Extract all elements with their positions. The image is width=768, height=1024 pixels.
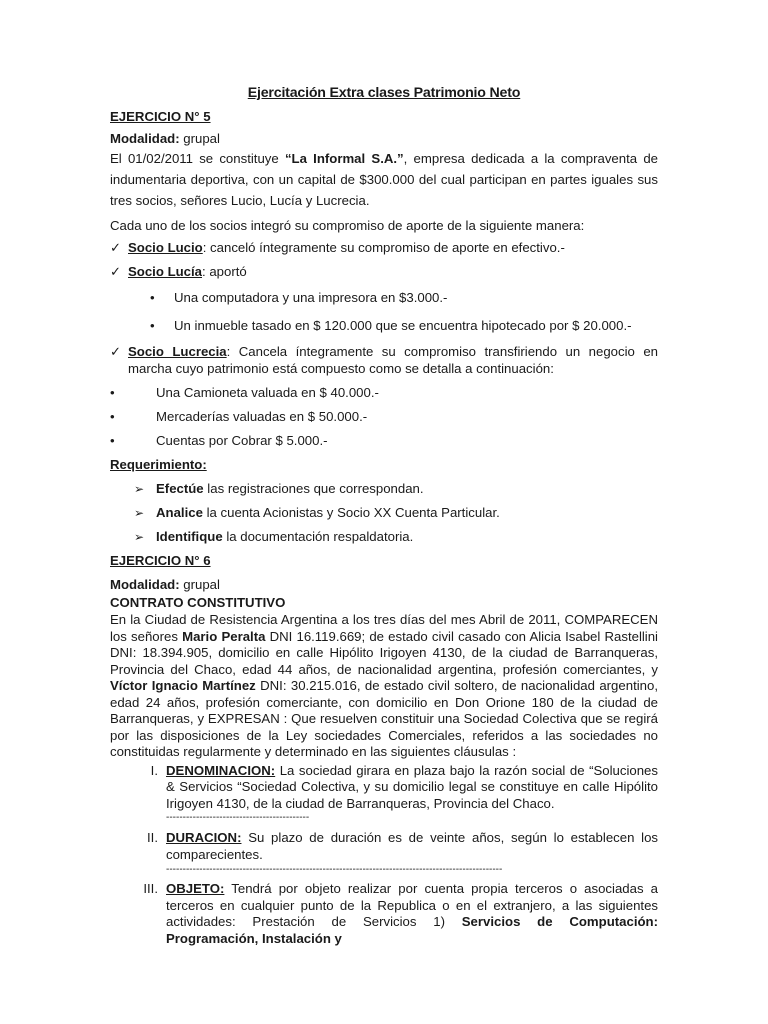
list-item: • Un inmueble tasado en $ 120.000 que se encuentra hipotecado por $ 20.000.- [150,318,632,333]
socio-lucrecia-name: Socio Lucrecia [128,344,227,359]
socio-lucia-list [110,289,658,335]
person-name: Víctor Ignacio Martínez [110,678,256,693]
list-item: • Mercaderías valuadas en $ 50.000.- [110,409,368,424]
bullet-icon: • [150,318,155,333]
check-icon: ✓ [110,344,122,359]
arrow-bullet-icon: ➢ [134,530,145,544]
contract-paragraph: En la Ciudad de Resistencia Argentina a los tres días del mes Abril de 2011, COMPARECEN los señores Mario Peralta DNI 16.119.669; de estado civil casado con Alicia Isabel Rastellini DNI: 18.394.905, domicilio en calle Hipólito Irigoyen 4130, de la ciudad de Barranqueras, Provincia del Chaco, edad 44 años, de nacionalidad argentina, profesión comerciantes, y Víctor Ignacio Martínez DNI: 30.215.016, de estado civil soltero, de nacionalidad argentino, edad 24 años, profesión comerciante, con domicilio en Don Orione 180 de la ciudad de Barranqueras, y EXPRESAN : Que resuelven constituir una Sociedad Colectiva que se regirá por las disposiciones de la Ley sociedades Comerciales, referidos a las sociedades no constituidas regularmente y determinado en las siguientes cláusulas : [110,612,658,759]
exercise-5-modalidad [110,130,658,148]
list-item: ➢ Analice la cuenta Acionistas y Socio XX Cuenta Particular. [134,505,500,520]
socio-lucio-name: Socio Lucio [128,240,203,255]
requirement-list [110,480,658,546]
list-item: ➢ Identifique la documentación respaldatoria. [134,529,414,544]
socio-lucia-name: Socio Lucía [128,264,203,279]
arrow-bullet-icon: ➢ [134,506,145,520]
document-page [110,84,658,947]
list-item: • Una Camioneta valuada en $ 40.000.- [110,385,379,400]
clause-duracion: II. DURACION: Su plazo de duración es de veinte años, según lo establecen los comparecientes. ----------------------------------------------------------------------------------------------------- [147,830,658,875]
bullet-icon: • [110,409,115,424]
exercise-6-heading: EJERCICIO N° 6 [110,553,211,568]
person-name: Mario Peralta [182,628,266,644]
document-title: Ejercitación Extra clases Patrimonio Neto [247,85,521,101]
bullet-icon: • [150,290,155,305]
list-item: • Una computadora y una impresora en $3.000.- [150,290,448,305]
list-item: • Cuentas por Cobrar $ 5.000.- [110,433,328,448]
company-name: “La Informal S.A.” [284,151,404,166]
clause-objeto: III. OBJETO: Tendrá por objeto realizar por cuenta propia terceros o asociadas a terceros en cualquier punto de la Republica o en el extranjero, a las siguientes actividades: Prestación de Servicios 1) Servicios de Computación: Programación, Instalación y [143,881,658,946]
requirement-heading: Requerimiento: [110,457,207,472]
exercise-5-heading: EJERCICIO N° 5 [110,109,211,124]
check-icon: ✓ [110,240,122,255]
contract-title: CONTRATO CONSTITUTIVO [110,595,286,610]
bullet-icon: • [110,385,115,400]
exercise-6-modalidad: Modalidad: grupal [110,577,220,592]
modalidad-value: grupal [179,131,220,146]
socio-lucio-item: ✓ Socio Lucio: canceló íntegramente su compromiso de aporte en efectivo.- [110,240,565,255]
arrow-bullet-icon: ➢ [134,482,145,496]
modalidad-label: Modalidad: [110,131,180,146]
clause-denominacion: I. DENOMINACION: La sociedad girara en plaza bajo la razón social de “Soluciones & Servicios “Sociedad Colectiva, y su domicilio legal se constituye en calle Hipólito Irigoyen 4130, de la ciudad de Barranqueras, Provincia del Chaco. ------------------------------------------- [150,762,658,823]
exercise-5-cada: Cada uno de los socios integró su compromiso de aporte de la siguiente manera: [110,218,585,233]
patrimonio-list [110,384,658,450]
bullet-icon: • [110,433,115,448]
socio-lucia-item: ✓ Socio Lucía: aportó [110,264,247,279]
check-icon: ✓ [110,264,122,279]
socio-lucrecia-item: ✓ Socio Lucrecia: Cancela íntegramente su compromiso transfiriendo un negocio en marcha cuyo patrimonio está compuesto como se detalla a continuación: [110,344,658,376]
list-item: ➢ Efectúe las registraciones que correspondan. [134,481,424,496]
exercise-5-intro: El 01/02/2011 se constituye “La Informal S.A.”, empresa dedicada a la compraventa de indumentaria deportiva, con un capital de $300.000 del cual participan en partes iguales sus tres socios, señores Lucio, Lucía y Lucrecia. [110,151,658,208]
